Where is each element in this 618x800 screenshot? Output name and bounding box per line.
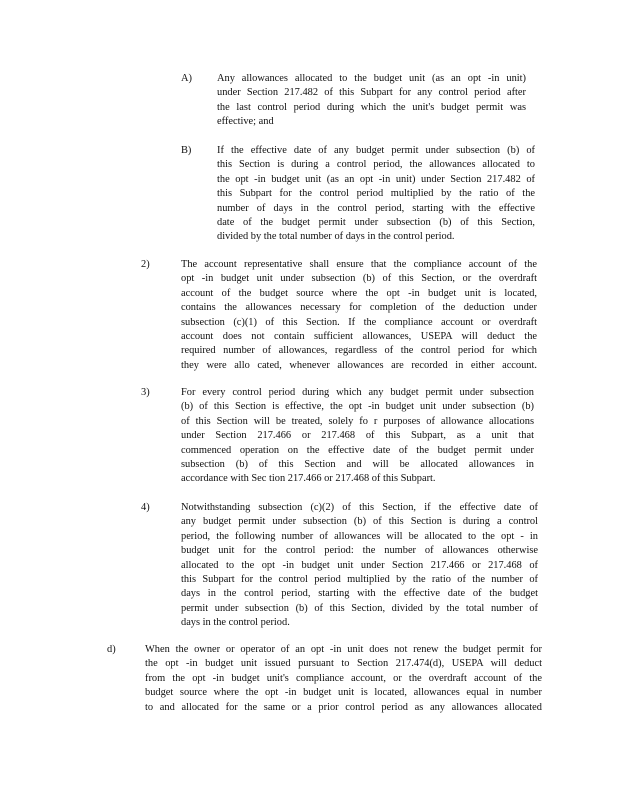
- item-text: The account representative shall ensure that the compliance account of the opt -in budget unit under subsection (b) of this Section, or the overdraft account of the budget source where the opt -in budget unit is located, contains the allowances necessary for completion of the deduction under subsection (c)(1) of this Section. If the compliance account or overdraft account does not contain sufficient allowances, USEPA will deduct the required number of allowances, regardless of the control period for which they were allo cated, whenever allowances are recorded in either account.: [181, 259, 537, 371]
- item-label: B): [181, 145, 192, 156]
- item-label: A): [181, 73, 192, 84]
- item-3: [0, 386, 618, 490]
- item-text: Notwithstanding subsection (c)(2) of this Section, if the effective date of any budget permit under subsection (b) of this Section is during a control period, the following number of allowances will be allocated to the opt - in budget unit for the control period: the number of allowances otherwise allocated to the opt -in budget unit under Section 217.466 or 217.468 of this Subpart for the control period multiplied by the ratio of the number of days in the control period, starting with the effective date of the budget permit under subsection (b) of this Section, divided by the total number of days in the control period.: [181, 502, 538, 629]
- item-label: d): [107, 644, 116, 655]
- item-d: [0, 643, 618, 719]
- item-text: When the owner or operator of an opt -in unit does not renew the budget permit for the opt -in budget unit issued pursuant to Section 217.474(d), USEPA will deduct from the opt -in budget unit's compliance account, or the overdraft account of the budget source where the opt -in budget unit is located, allowances equal in number to and allocated for the same or a prior control period as any allowances allocated: [145, 644, 542, 713]
- item-label: 3): [141, 387, 150, 398]
- item-2: [0, 258, 618, 376]
- item-A: [0, 72, 618, 134]
- item-B: [0, 144, 618, 248]
- item-label: 2): [141, 259, 150, 270]
- item-text: For every control period during which any budget permit under subsection (b) of this Section is effective, the opt -in budget unit under subsection (b) of this Section will be treated, solely fo r purposes of allowance allocations under Section 217.466 or 217.468 of this Subpart, as a unit that commenced operation on the effective date of the budget permit under subsection (b) of this Section and will be allocated allowances in accordance with Sec tion 217.466 or 217.468 of this Subpart.: [181, 387, 534, 485]
- item-text: If the effective date of any budget permit under subsection (b) of this Section is during a control period, the allowances allocated to the opt -in budget unit (as an opt -in unit) under Section 217.482 of this Subpart for the control period multiplied by the ratio of the number of days in the control period, starting with the effective date of the budget permit under subsection (b) of this Section, divided by the total number of days in the control period.: [217, 145, 535, 243]
- item-text: Any allowances allocated to the budget unit (as an opt -in unit) under Section 217.482 of this Subpart for any control period after the last control period during which the unit's budget permit was effective; and: [217, 73, 526, 128]
- item-4: [0, 501, 618, 633]
- item-label: 4): [141, 502, 150, 513]
